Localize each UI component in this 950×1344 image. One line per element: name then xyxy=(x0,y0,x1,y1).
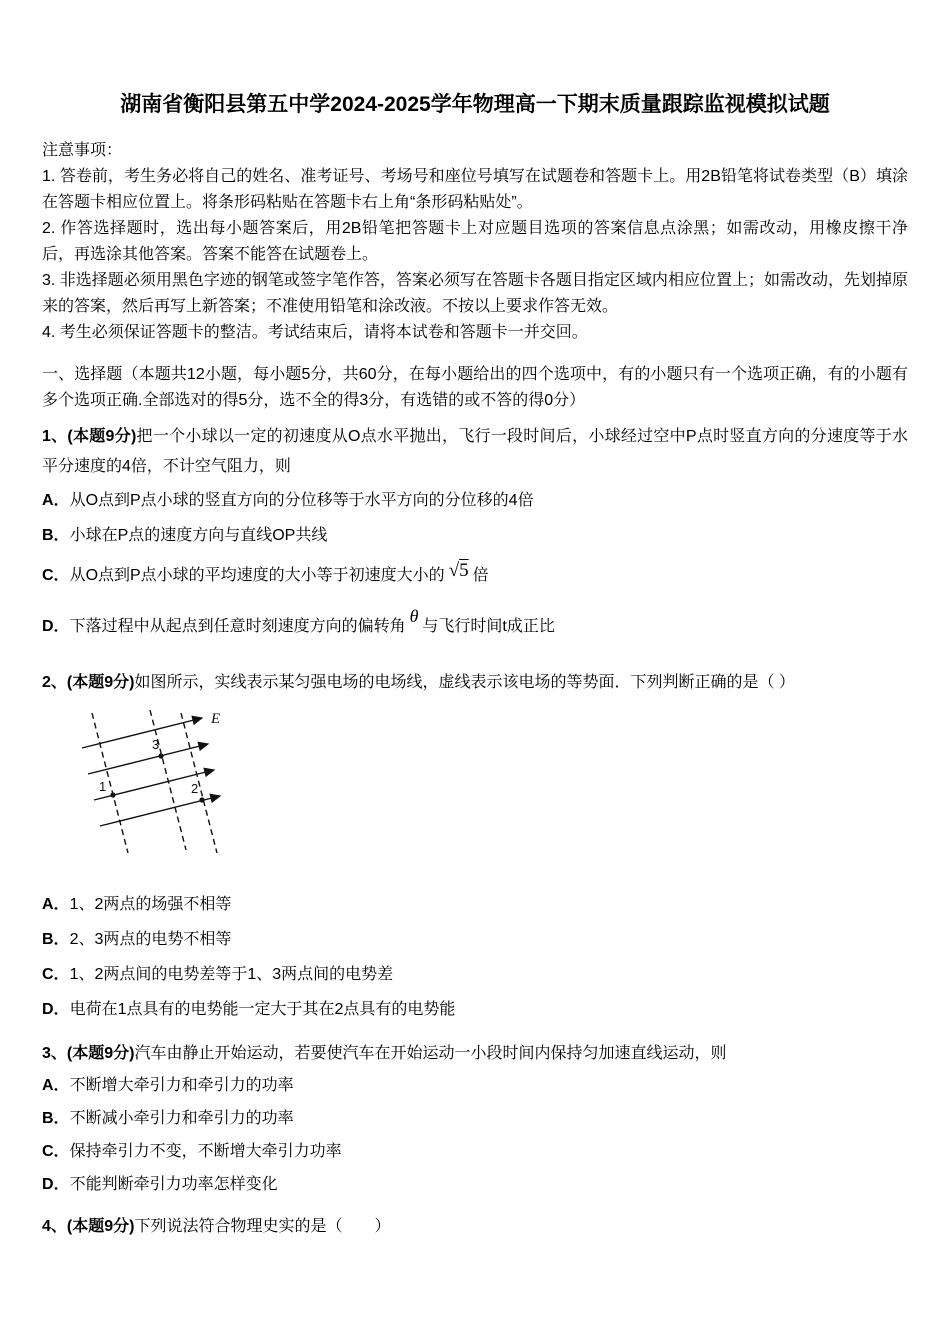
question-1-number: 1、(本题9分) xyxy=(42,428,137,445)
field-line-2 xyxy=(88,744,208,774)
question-1-option-c xyxy=(42,558,908,589)
question-3 xyxy=(42,1041,908,1198)
option-a-label: A． xyxy=(42,1077,70,1094)
question-2-option-d xyxy=(42,997,908,1023)
option-d-label: D． xyxy=(42,618,70,635)
question-1-option-b xyxy=(42,523,908,549)
point-3-label: 3 xyxy=(152,737,160,752)
option-c-text-post: 倍 xyxy=(472,567,489,584)
question-2-text: 如图所示，实线表示某匀强电场的电场线，虚线表示该电场的等势面．下列判断正确的是（ ） xyxy=(134,674,795,691)
option-b-text: 小球在P点的速度方向与直线OP共线 xyxy=(69,527,328,544)
question-3-option-b xyxy=(42,1106,908,1132)
option-d-text: 电荷在1点具有的电势能一定大于其在2点具有的电势能 xyxy=(69,1001,456,1018)
electric-field-diagram xyxy=(54,704,259,862)
equipotential-line-3 xyxy=(181,713,217,853)
question-3-option-c xyxy=(42,1139,908,1165)
option-c-text: 1、2两点间的电势差等于1、3两点间的电势差 xyxy=(69,966,394,983)
question-4-text: 下列说法符合物理史实的是（ ） xyxy=(134,1218,391,1235)
question-2-stem xyxy=(42,670,908,696)
option-b-text: 不断减小牵引力和牵引力的功率 xyxy=(69,1110,294,1127)
point-1-dot xyxy=(110,792,115,797)
option-b-label: B． xyxy=(42,1110,70,1127)
option-d-text: 不能判断牵引力功率怎样变化 xyxy=(69,1176,278,1193)
question-3-text: 汽车由静止开始运动，若要使汽车在开始运动一小段时间内保持匀加速直线运动，则 xyxy=(134,1045,727,1062)
section-one-heading: 一、选择题（本题共12小题，每小题5分，共60分，在每小题给出的四个选项中，有的小题只有一个选项正确，有的小题有多个选项正确.全部选对的得5分，选不全的得3分，有选错的或不答的得0分） xyxy=(42,366,908,409)
radical-sign: √ xyxy=(448,560,460,581)
option-c-label: C． xyxy=(42,567,70,584)
option-a-text: 不断增大牵引力和牵引力的功率 xyxy=(69,1077,294,1094)
sqrt-5-formula xyxy=(449,560,469,581)
option-d-label: D． xyxy=(42,1001,70,1018)
question-2-figure-container xyxy=(54,704,908,862)
notice-item-3: 3. 非选择题必须用黑色字迹的钢笔或签字笔作答，答案必须写在答题卡各题目指定区域内相应位置上；如需改动，先划掉原来的答案，然后再写上新答案；不准使用铅笔和涂改液。不按以上要求作答无效。 xyxy=(42,272,908,315)
question-2-option-c xyxy=(42,962,908,988)
radicand: 5 xyxy=(459,560,469,581)
option-c-text: 保持牵引力不变，不断增大牵引力功率 xyxy=(69,1143,342,1160)
question-4-stem xyxy=(42,1214,908,1240)
option-d-label: D． xyxy=(42,1176,70,1193)
notice-section xyxy=(42,138,908,346)
point-2-label: 2 xyxy=(191,781,199,796)
option-b-label: B． xyxy=(42,931,70,948)
question-3-stem xyxy=(42,1041,908,1067)
notice-item-2: 2. 作答选择题时，选出每小题答案后，用2B铅笔把答题卡上对应题目选项的答案信息点涂黑；如需改动，用橡皮擦干净后，再选涂其他答案。答案不能答在试题卷上。 xyxy=(42,220,908,263)
document-title: 湖南省衡阳县第五中学2024-2025学年物理高一下期末质量跟踪监视模拟试题 xyxy=(120,93,830,116)
point-2-dot xyxy=(199,797,204,802)
notice-item-4: 4. 考生必须保证答题卡的整洁。考试结束后，请将本试卷和答题卡一并交回。 xyxy=(42,324,588,341)
question-1-stem xyxy=(42,422,908,482)
option-b-label: B． xyxy=(42,527,70,544)
option-a-label: A． xyxy=(42,492,70,509)
question-3-option-d xyxy=(42,1172,908,1198)
question-2-option-a xyxy=(42,892,908,918)
question-3-option-a xyxy=(42,1073,908,1099)
question-1-option-d xyxy=(42,603,908,640)
question-3-number: 3、(本题9分) xyxy=(42,1045,135,1062)
equipotential-line-2 xyxy=(150,710,186,850)
option-b-text: 2、3两点的电势不相等 xyxy=(69,931,232,948)
question-2-number: 2、(本题9分) xyxy=(42,674,135,691)
option-d-text-post: 与飞行时间t成正比 xyxy=(422,618,555,635)
question-1-option-a xyxy=(42,488,908,514)
point-1-label: 1 xyxy=(99,779,107,794)
notice-heading: 注意事项： xyxy=(42,142,123,159)
question-2-option-b xyxy=(42,927,908,953)
option-a-text: 从O点到P点小球的竖直方向的分位移等于水平方向的分位移的4倍 xyxy=(69,492,534,509)
question-4-number: 4、(本题9分) xyxy=(42,1218,135,1235)
notice-item-1: 1. 答卷前，考生务必将自己的姓名、准考证号、考场号和座位号填写在试题卷和答题卡上。用2B铅笔将试卷类型（B）填涂在答题卡相应位置上。将条形码粘贴在答题卡右上角“条形码粘贴处”。 xyxy=(42,168,908,211)
option-c-label: C． xyxy=(42,1143,70,1160)
question-1-text: 把一个小球以一定的初速度从O点水平抛出，飞行一段时间后，小球经过空中P点时竖直方向的分速度等于水平分速度的4倍，不计空气阻力，则 xyxy=(42,428,908,475)
question-2 xyxy=(42,670,908,1023)
option-c-text-pre: 从O点到P点小球的平均速度的大小等于初速度大小的 xyxy=(69,567,445,584)
equipotential-line-1 xyxy=(92,713,128,853)
option-a-text: 1、2两点的场强不相等 xyxy=(69,896,232,913)
question-4 xyxy=(42,1214,908,1240)
option-a-label: A． xyxy=(42,896,70,913)
option-c-label: C． xyxy=(42,966,70,983)
theta-symbol: θ xyxy=(409,606,419,626)
question-1 xyxy=(42,422,908,640)
point-3-dot xyxy=(158,753,163,758)
option-d-text-pre: 下落过程中从起点到任意时刻速度方向的偏转角 xyxy=(69,618,406,635)
field-strength-label: E xyxy=(211,711,221,727)
